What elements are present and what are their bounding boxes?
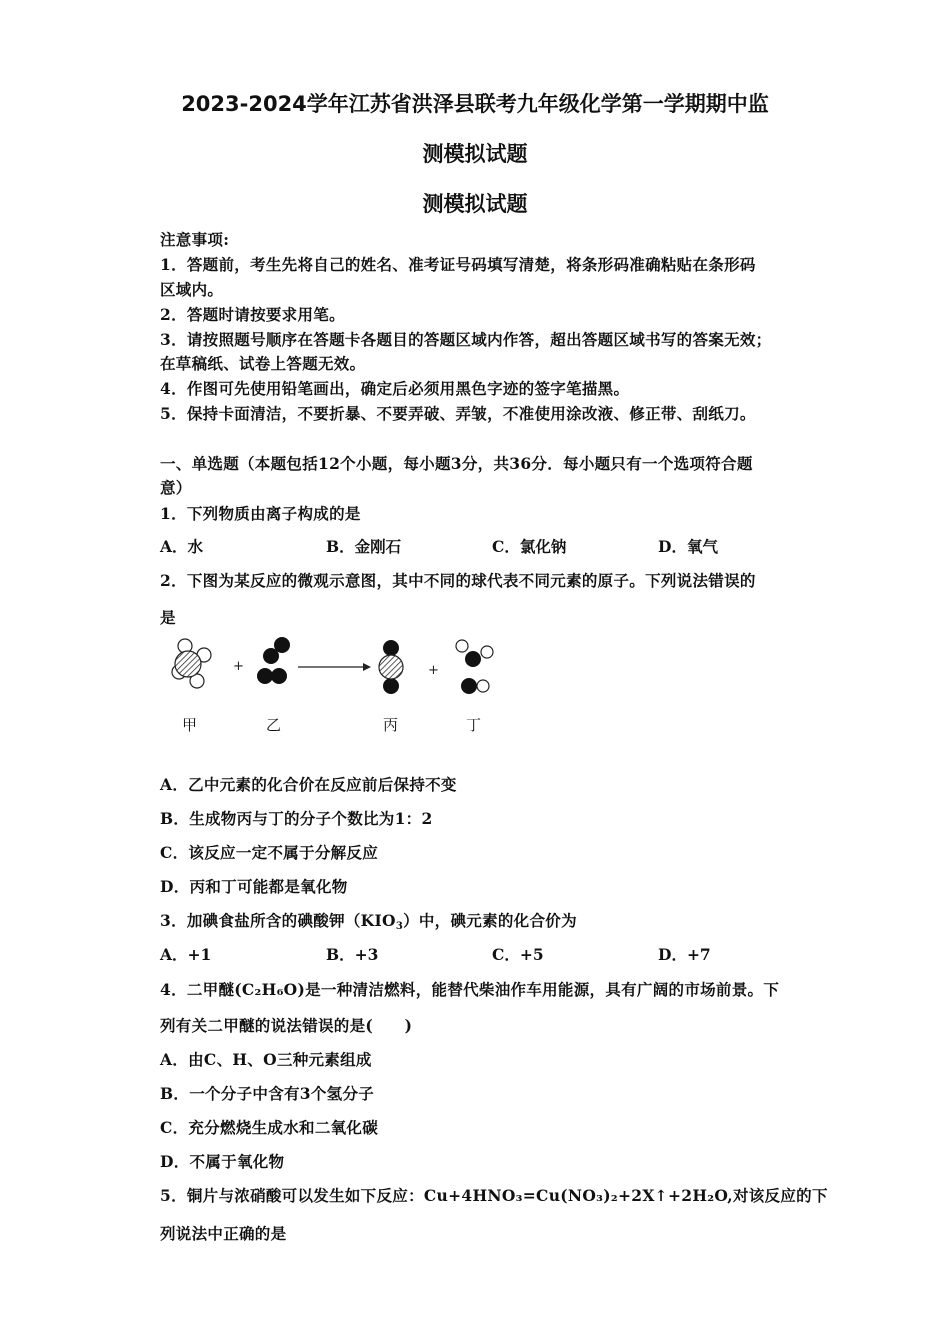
notice-item: 3．请按照题号顺序在答题卡各题目的答题区域内作答，超出答题区域书写的答案无效； — [160, 330, 772, 349]
q1-option-a: A．水 — [160, 537, 204, 556]
page-title-line-2: 测模拟试题 — [422, 142, 528, 166]
molecule-yi — [257, 637, 290, 684]
q4-option-a: A．由C、H、O三种元素组成 — [160, 1050, 372, 1069]
q5-stem-cont: 列说法中正确的是 — [160, 1224, 287, 1243]
arrow-icon — [298, 663, 371, 671]
label-yi: 乙 — [266, 716, 282, 734]
q1-option-c: C．氯化钠 — [492, 537, 567, 556]
q3-option-a: A．+1 — [160, 945, 212, 964]
molecule-ding — [456, 640, 493, 694]
q1-option-b: B．金刚石 — [326, 537, 402, 556]
q3-stem — [160, 909, 577, 932]
notice-item: 4．作图可先使用铅笔画出，确定后必须用黑色字迹的签字笔描黑。 — [160, 379, 630, 398]
plus-sign: + — [233, 659, 244, 674]
q4-option-c: C．充分燃烧生成水和二氧化碳 — [160, 1118, 379, 1137]
label-jia: 甲 — [182, 716, 198, 734]
q4-option-d: D．不属于氧化物 — [160, 1152, 285, 1171]
notice-heading: 注意事项: — [160, 230, 230, 249]
notice-item: 区域内。 — [160, 280, 224, 299]
molecule-jia — [172, 639, 211, 688]
page-title-line-3: 测模拟试题 — [422, 192, 528, 216]
section-heading-cont: 意） — [160, 478, 192, 497]
q2-option-b: B．生成物丙与丁的分子个数比为1：2 — [160, 809, 433, 828]
notice-item: 5．保持卡面清洁，不要折暴、不要弄破、弄皱，不准使用涂改液、修正带、刮纸刀。 — [160, 404, 756, 423]
q3-stem-subscript: 3 — [395, 921, 404, 932]
reaction-diagram — [160, 630, 520, 740]
label-ding: 丁 — [466, 716, 482, 734]
q1-stem: 1．下列物质由离子构成的是 — [160, 504, 361, 523]
q5-stem: 5．铜片与浓硝酸可以发生如下反应：Cu+4HNO₃=Cu(NO₃)₂+2X↑+2H₂O,对该反应的下 — [160, 1186, 828, 1205]
q3-stem-part: 3．加碘食盐所含的碘酸钾（KIO — [160, 911, 396, 930]
plus-sign: + — [428, 663, 439, 678]
q2-option-d: D．丙和丁可能都是氧化物 — [160, 877, 348, 896]
q4-stem-cont: 列有关二甲醚的说法错误的是( ) — [160, 1016, 413, 1035]
q2-option-a: A．乙中元素的化合价在反应前后保持不变 — [160, 775, 457, 794]
molecule-bing — [379, 640, 403, 694]
q1-option-d: D．氧气 — [658, 537, 718, 556]
notice-item: 1．答题前，考生先将自己的姓名、准考证号码填写清楚，将条形码准确粘贴在条形码 — [160, 255, 756, 274]
reaction-molecules — [160, 630, 520, 710]
notice-item: 在草稿纸、试卷上答题无效。 — [160, 354, 366, 373]
page-title-line-1: 2023-2024学年江苏省洪泽县联考九年级化学第一学期期中监 — [181, 92, 769, 116]
q3-stem-part: ）中，碘元素的化合价为 — [403, 911, 577, 930]
section-heading: 一、单选题（本题包括12个小题，每小题3分，共36分．每小题只有一个选项符合题 — [160, 454, 753, 473]
q2-option-c: C．该反应一定不属于分解反应 — [160, 843, 379, 862]
q4-stem: 4．二甲醚(C₂H₆O)是一种清洁燃料，能替代柴油作车用能源，具有广阔的市场前景。下 — [160, 980, 780, 999]
q3-option-b: B．+3 — [326, 945, 379, 964]
q4-option-b: B．一个分子中含有3个氢分子 — [160, 1084, 375, 1103]
q2-stem-cont: 是 — [160, 608, 176, 627]
label-bing: 丙 — [383, 716, 399, 734]
q3-option-c: C．+5 — [492, 945, 544, 964]
notice-item: 2．答题时请按要求用笔。 — [160, 305, 345, 324]
q2-stem: 2．下图为某反应的微观示意图，其中不同的球代表不同元素的原子。下列说法错误的 — [160, 571, 756, 590]
q3-option-d: D．+7 — [658, 945, 711, 964]
